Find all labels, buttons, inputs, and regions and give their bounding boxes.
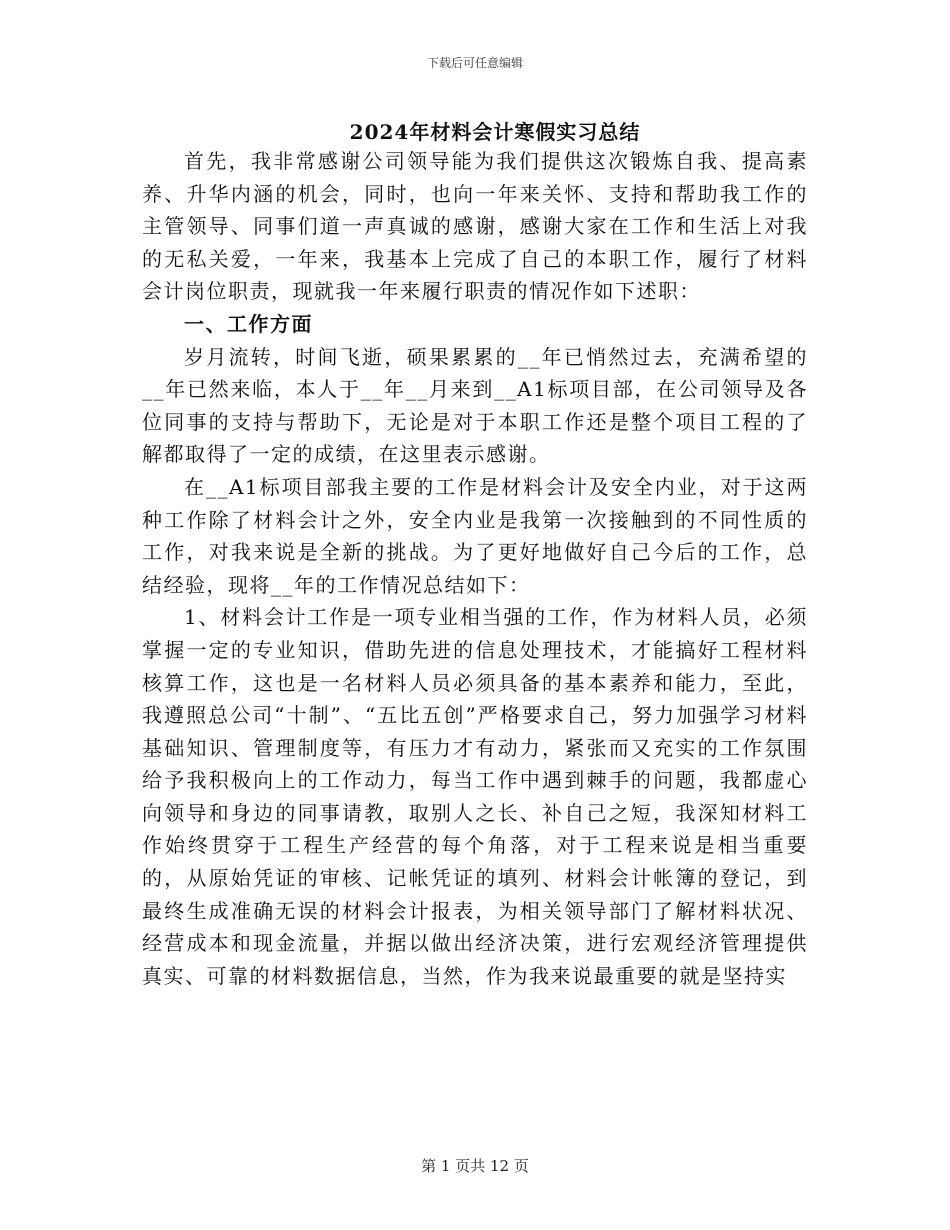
document-title: 2024年材料会计寒假实习总结 xyxy=(349,120,641,144)
paragraph-item-1: 1、材料会计工作是一项专业相当强的工作，作为材料人员，必须掌握一定的专业知识，借助先进的信息处理技术，才能搞好工程材料核算工作，这也是一名材料人员必须具备的基本素养和能力，至此，我遵照总公司“十制”、“五比五创”严格要求自己，努力加强学习材料基础知识、管理制度等，有压力才有动力，紧张而又充实的工作氛围给予我积极向上的工作动力，每当工作中遇到棘手的问题，我都虚心向领导和身边的同事请教，取别人之长、补自己之短，我深知材料工作始终贯穿于工程生产经营的每个角落，对于工程来说是相当重要的，从原始凭证的审核、记帐凭证的填列、材料会计帐簿的登记，到最终生成准确无误的材料会计报表，为相关领导部门了解材料状况、经营成本和现金流量，并据以做出经济决策，进行宏观经济管理提供真实、可靠的材料数据信息，当然，作为我来说最重要的就是坚持实 xyxy=(142,605,808,988)
section-heading-work: 一、工作方面 xyxy=(184,311,313,336)
page-number: 第 1 页共 12 页 xyxy=(421,1157,529,1175)
paragraph-arrival: 岁月流转，时间飞逝，硕果累累的__年已悄然过去，充满希望的__年已然来临，本人于__年__月来到__A1标项目部，在公司领导及各位同事的支持与帮助下，无论是对于本职工作还是整个项目工程的了解都取得了一定的成绩，在这里表示感谢。 xyxy=(142,344,808,467)
paragraph-intro: 首先，我非常感谢公司领导能为我们提供这次锻炼自我、提高素养、升华内涵的机会，同时，也向一年来关怀、支持和帮助我工作的主管领导、同事们道一声真诚的感谢，感谢大家在工作和生活上对我的无私关爱，一年来，我基本上完成了自己的本职工作，履行了材料会计岗位职责，现就我一年来履行职责的情况作如下述职： xyxy=(142,149,808,304)
header-note: 下载后可任意编辑 xyxy=(426,56,523,70)
document-body xyxy=(142,145,808,992)
paragraph-duties: 在__A1标项目部我主要的工作是材料会计及安全内业，对于这两种工作除了材料会计之外，安全内业是我第一次接触到的不同性质的工作，对我来说是全新的挑战。为了更好地做好自己今后的工作，总结经验，现将__年的工作情况总结如下： xyxy=(142,474,808,597)
